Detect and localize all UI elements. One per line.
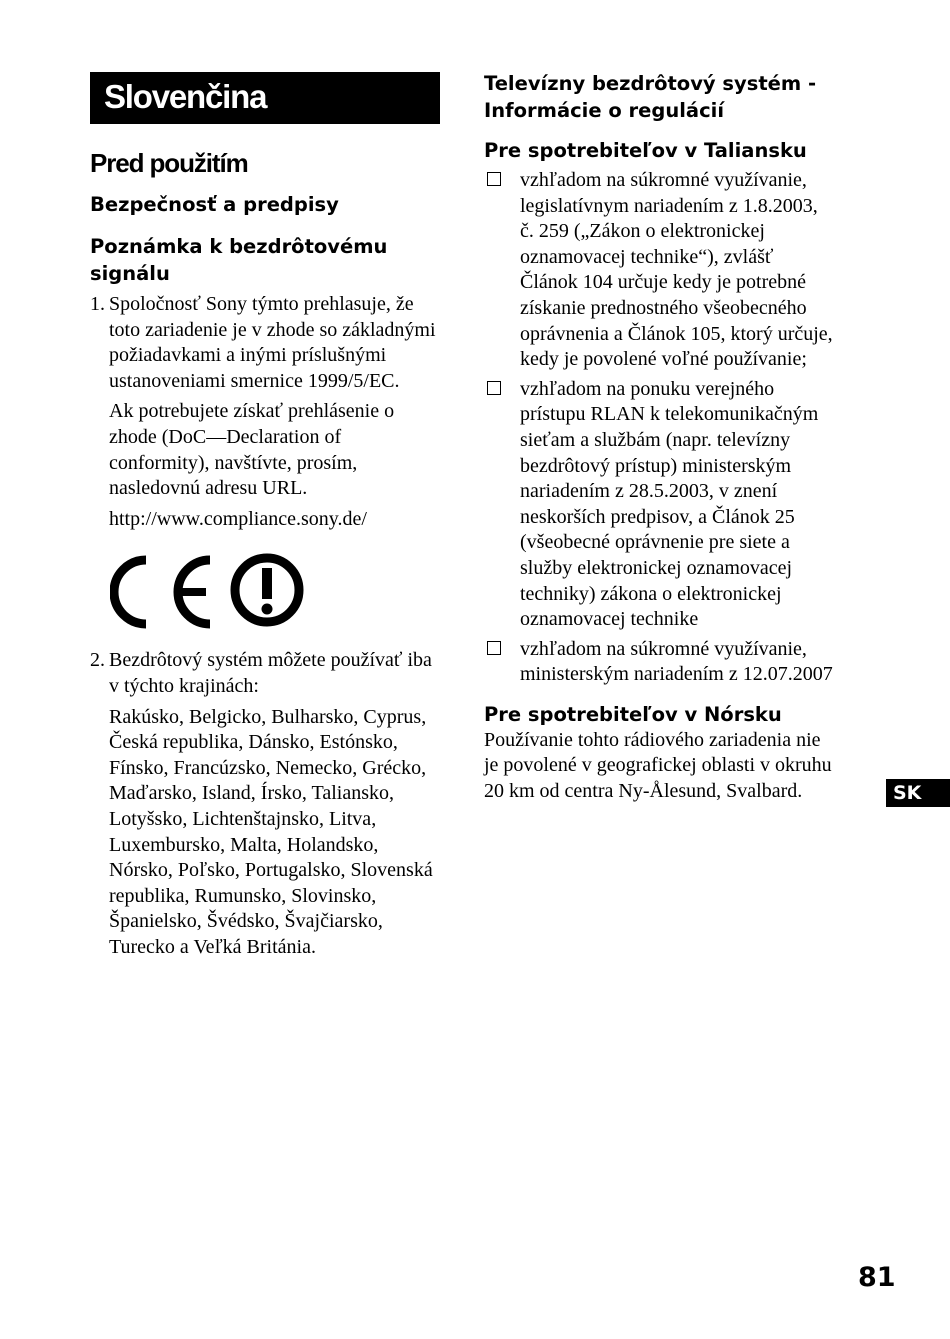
doc-paragraph: Ak potrebujete získať prehlásenie o zhode (DoC—Declaration of conformity), navštívte, prosím, nasledovnú adresu URL. xyxy=(109,400,395,500)
compliance-url: http://www.compliance.sony.de/ xyxy=(109,507,367,530)
heading-norway: Pre spotrebiteľov v Nórsku xyxy=(484,702,782,726)
list-item: vzhľadom na súkromné využívanie, ministerským nariadením z 12.07.2007 xyxy=(484,637,834,688)
list-item: vzhľadom na ponuku verejného prístupu RLAN k telekomunikačným sieťam a službám (napr. televízny bezdrôtový prístup) ministerským nariadením z 28.5.2003, v znení neskorších predpisov, a Článok 25 (všeobecné oprávnenie pre siete a služby elektronickej oznamovacej techniky) zákona o elektronickej oznamovacej technike xyxy=(484,377,834,633)
checkbox-square-icon xyxy=(487,172,501,186)
numbered-item-1 xyxy=(90,292,440,532)
item-number: 1. xyxy=(90,293,105,315)
numbered-item-2 xyxy=(90,648,440,960)
heading-safety: Bezpečnosť a predpisy xyxy=(90,193,339,216)
right-column xyxy=(484,70,834,805)
checkbox-square-icon xyxy=(487,641,501,655)
heading-wireless-note: Poznámka k bezdrôtovému signálu xyxy=(90,235,388,285)
item-number: 2. xyxy=(90,649,105,672)
language-banner: Slovenčina xyxy=(90,72,440,124)
countries-intro: Bezdrôtový systém môžete používať iba v týchto krajinách: xyxy=(109,649,432,697)
declaration-paragraph: Spoločnosť Sony týmto prehlasuje, že toto zariadenie je v zhode so základnými požiadavkami a inými príslušnými ustanoveniami smernice 1999/5/EC. xyxy=(109,293,436,392)
norway-paragraph: Používanie tohto rádiového zariadenia nie je povolené v geografickej oblasti v okruhu 20 km od centra Ny-Ålesund, Svalbard. xyxy=(484,728,832,803)
page-number: 81 xyxy=(858,1262,896,1293)
checkbox-square-icon xyxy=(487,381,501,395)
ce-alert-mark-icon xyxy=(110,552,440,632)
list-item: vzhľadom na súkromné využívanie, legislatívnym nariadením z 1.8.2003, č. 259 („Zákon o elektronickej oznamovacej technike“), zvlášť Článok 104 určuje kedy je potrebné získanie prednostného všeobecného oprávnenia a Článok 105, ktorý určuje, kedy je povolené voľné používanie; xyxy=(484,168,834,373)
language-side-tab: SK xyxy=(886,779,950,807)
heading-regulation: Televízny bezdrôtový systém - Informácie o regulácií xyxy=(484,72,817,122)
countries-list: Rakúsko, Belgicko, Bulharsko, Cyprus, Česká republika, Dánsko, Estónsko, Fínsko, Francúzsko, Nemecko, Grécko, Maďarsko, Island, Írsko, Taliansko, Lotyšsko, Lichtenštajnsko, Litva, Luxembursko, Malta, Holandsko, Nórsko, Poľsko, Portugalsko, Slovenská republika, Rumunsko, Slovinsko, Španielsko, Švédsko, Švajčiarsko, Turecko a Veľká Británia. xyxy=(109,705,433,958)
section-title: Pred použitím xyxy=(90,148,248,178)
left-column xyxy=(90,72,440,960)
heading-italy: Pre spotrebiteľov v Taliansku xyxy=(484,139,807,162)
